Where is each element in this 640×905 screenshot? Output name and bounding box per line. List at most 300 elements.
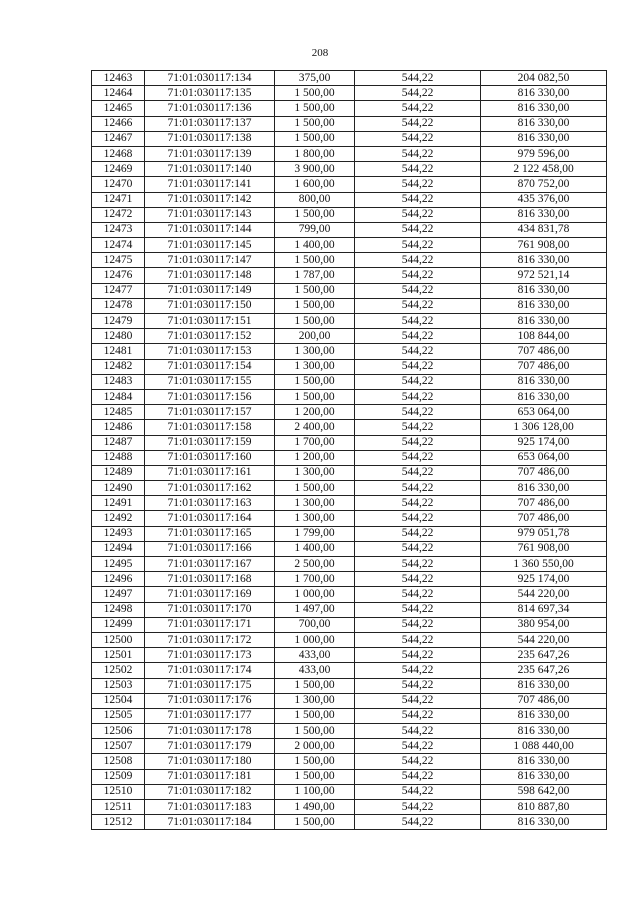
cadastral-number-cell: 71:01:030117:158 [145,420,275,435]
cadastral-number-cell: 71:01:030117:182 [145,784,275,799]
unit-value-cell: 544,22 [355,116,481,131]
cadastral-number-cell: 71:01:030117:139 [145,146,275,161]
row-number-cell: 12463 [92,71,145,86]
area-cell: 433,00 [275,663,355,678]
table-row [92,344,607,359]
cadastral-value-cell: 707 486,00 [481,496,607,511]
row-number-cell: 12472 [92,207,145,222]
cadastral-value-cell: 653 064,00 [481,450,607,465]
area-cell: 1 490,00 [275,800,355,815]
cadastral-number-cell: 71:01:030117:176 [145,693,275,708]
unit-value-cell: 544,22 [355,708,481,723]
area-cell: 1 200,00 [275,405,355,420]
table-row [92,481,607,496]
row-number-cell: 12506 [92,724,145,739]
unit-value-cell: 544,22 [355,405,481,420]
area-cell: 1 497,00 [275,602,355,617]
table-row [92,511,607,526]
cadastral-value-cell: 816 330,00 [481,724,607,739]
area-cell: 1 500,00 [275,815,355,830]
unit-value-cell: 544,22 [355,511,481,526]
table-row [92,420,607,435]
row-number-cell: 12498 [92,602,145,617]
cadastral-number-cell: 71:01:030117:164 [145,511,275,526]
cadastral-value-cell: 816 330,00 [481,708,607,723]
row-number-cell: 12497 [92,587,145,602]
area-cell: 1 500,00 [275,86,355,101]
area-cell: 1 500,00 [275,481,355,496]
table-row [92,405,607,420]
row-number-cell: 12483 [92,374,145,389]
row-number-cell: 12489 [92,465,145,480]
unit-value-cell: 544,22 [355,298,481,313]
table-row [92,587,607,602]
area-cell: 1 500,00 [275,769,355,784]
area-cell: 1 700,00 [275,572,355,587]
cadastral-number-cell: 71:01:030117:167 [145,557,275,572]
cadastral-value-cell: 814 697,34 [481,602,607,617]
table-row [92,769,607,784]
table-row [92,101,607,116]
cadastral-number-cell: 71:01:030117:162 [145,481,275,496]
table-row [92,754,607,769]
cadastral-number-cell: 71:01:030117:138 [145,131,275,146]
cadastral-number-cell: 71:01:030117:178 [145,724,275,739]
unit-value-cell: 544,22 [355,162,481,177]
table-row [92,678,607,693]
cadastral-value-cell: 235 647,26 [481,663,607,678]
cadastral-value-cell: 2 122 458,00 [481,162,607,177]
table-body [92,71,607,830]
row-number-cell: 12467 [92,131,145,146]
unit-value-cell: 544,22 [355,344,481,359]
row-number-cell: 12502 [92,663,145,678]
unit-value-cell: 544,22 [355,724,481,739]
table-row [92,222,607,237]
table-row [92,815,607,830]
area-cell: 1 600,00 [275,177,355,192]
cadastral-number-cell: 71:01:030117:154 [145,359,275,374]
row-number-cell: 12486 [92,420,145,435]
cadastral-value-cell: 816 330,00 [481,131,607,146]
cadastral-value-cell: 816 330,00 [481,86,607,101]
cadastral-value-cell: 707 486,00 [481,359,607,374]
area-cell: 1 500,00 [275,207,355,222]
area-cell: 1 500,00 [275,678,355,693]
table-row [92,708,607,723]
cadastral-number-cell: 71:01:030117:136 [145,101,275,116]
table-row [92,329,607,344]
cadastral-value-table [91,70,607,830]
unit-value-cell: 544,22 [355,769,481,784]
row-number-cell: 12484 [92,389,145,404]
area-cell: 700,00 [275,617,355,632]
row-number-cell: 12488 [92,450,145,465]
unit-value-cell: 544,22 [355,572,481,587]
table-row [92,663,607,678]
cadastral-value-cell: 204 082,50 [481,71,607,86]
row-number-cell: 12480 [92,329,145,344]
cadastral-number-cell: 71:01:030117:163 [145,496,275,511]
table-row [92,298,607,313]
area-cell: 1 500,00 [275,298,355,313]
table-row [92,617,607,632]
cadastral-value-cell: 761 908,00 [481,238,607,253]
area-cell: 1 500,00 [275,374,355,389]
unit-value-cell: 544,22 [355,435,481,450]
row-number-cell: 12479 [92,314,145,329]
unit-value-cell: 544,22 [355,632,481,647]
unit-value-cell: 544,22 [355,253,481,268]
area-cell: 2 000,00 [275,739,355,754]
area-cell: 800,00 [275,192,355,207]
unit-value-cell: 544,22 [355,678,481,693]
unit-value-cell: 544,22 [355,86,481,101]
cadastral-value-cell: 434 831,78 [481,222,607,237]
unit-value-cell: 544,22 [355,450,481,465]
cadastral-value-cell: 707 486,00 [481,511,607,526]
row-number-cell: 12511 [92,800,145,815]
cadastral-number-cell: 71:01:030117:135 [145,86,275,101]
table-row [92,374,607,389]
unit-value-cell: 544,22 [355,314,481,329]
cadastral-number-cell: 71:01:030117:141 [145,177,275,192]
unit-value-cell: 544,22 [355,496,481,511]
row-number-cell: 12490 [92,481,145,496]
cadastral-value-cell: 816 330,00 [481,298,607,313]
area-cell: 1 500,00 [275,708,355,723]
cadastral-value-cell: 816 330,00 [481,754,607,769]
cadastral-value-cell: 816 330,00 [481,769,607,784]
cadastral-number-cell: 71:01:030117:181 [145,769,275,784]
cadastral-value-cell: 380 954,00 [481,617,607,632]
cadastral-number-cell: 71:01:030117:184 [145,815,275,830]
cadastral-value-cell: 816 330,00 [481,815,607,830]
table-row [92,131,607,146]
unit-value-cell: 544,22 [355,389,481,404]
cadastral-value-cell: 1 360 550,00 [481,557,607,572]
cadastral-number-cell: 71:01:030117:145 [145,238,275,253]
unit-value-cell: 544,22 [355,526,481,541]
row-number-cell: 12464 [92,86,145,101]
table-row [92,359,607,374]
row-number-cell: 12496 [92,572,145,587]
cadastral-number-cell: 71:01:030117:173 [145,648,275,663]
area-cell: 1 400,00 [275,238,355,253]
area-cell: 1 799,00 [275,526,355,541]
row-number-cell: 12509 [92,769,145,784]
cadastral-number-cell: 71:01:030117:174 [145,663,275,678]
area-cell: 375,00 [275,71,355,86]
row-number-cell: 12466 [92,116,145,131]
row-number-cell: 12476 [92,268,145,283]
unit-value-cell: 544,22 [355,374,481,389]
cadastral-number-cell: 71:01:030117:144 [145,222,275,237]
unit-value-cell: 544,22 [355,602,481,617]
unit-value-cell: 544,22 [355,420,481,435]
unit-value-cell: 544,22 [355,754,481,769]
cadastral-value-cell: 979 051,78 [481,526,607,541]
cadastral-number-cell: 71:01:030117:175 [145,678,275,693]
row-number-cell: 12478 [92,298,145,313]
cadastral-number-cell: 71:01:030117:165 [145,526,275,541]
table-row [92,71,607,86]
cadastral-value-cell: 707 486,00 [481,344,607,359]
unit-value-cell: 544,22 [355,648,481,663]
table-row [92,86,607,101]
cadastral-number-cell: 71:01:030117:143 [145,207,275,222]
cadastral-number-cell: 71:01:030117:149 [145,283,275,298]
unit-value-cell: 544,22 [355,222,481,237]
unit-value-cell: 544,22 [355,207,481,222]
cadastral-value-cell: 816 330,00 [481,283,607,298]
cadastral-value-cell: 816 330,00 [481,314,607,329]
table-row [92,693,607,708]
cadastral-value-cell: 816 330,00 [481,207,607,222]
cadastral-number-cell: 71:01:030117:151 [145,314,275,329]
area-cell: 1 300,00 [275,511,355,526]
area-cell: 433,00 [275,648,355,663]
cadastral-number-cell: 71:01:030117:180 [145,754,275,769]
row-number-cell: 12485 [92,405,145,420]
row-number-cell: 12481 [92,344,145,359]
cadastral-number-cell: 71:01:030117:157 [145,405,275,420]
cadastral-value-cell: 925 174,00 [481,572,607,587]
unit-value-cell: 544,22 [355,71,481,86]
table-row [92,283,607,298]
row-number-cell: 12503 [92,678,145,693]
row-number-cell: 12474 [92,238,145,253]
table-row [92,739,607,754]
table-row [92,496,607,511]
area-cell: 2 400,00 [275,420,355,435]
cadastral-number-cell: 71:01:030117:161 [145,465,275,480]
area-cell: 1 100,00 [275,784,355,799]
table-row [92,177,607,192]
cadastral-value-cell: 598 642,00 [481,784,607,799]
row-number-cell: 12492 [92,511,145,526]
cadastral-value-cell: 979 596,00 [481,146,607,161]
row-number-cell: 12491 [92,496,145,511]
table-row [92,526,607,541]
row-number-cell: 12507 [92,739,145,754]
row-number-cell: 12501 [92,648,145,663]
cadastral-number-cell: 71:01:030117:169 [145,587,275,602]
area-cell: 1 000,00 [275,587,355,602]
unit-value-cell: 544,22 [355,131,481,146]
area-cell: 1 500,00 [275,724,355,739]
cadastral-value-cell: 810 887,80 [481,800,607,815]
table-row [92,207,607,222]
cadastral-number-cell: 71:01:030117:155 [145,374,275,389]
area-cell: 1 300,00 [275,359,355,374]
unit-value-cell: 544,22 [355,739,481,754]
area-cell: 1 400,00 [275,541,355,556]
row-number-cell: 12499 [92,617,145,632]
row-number-cell: 12468 [92,146,145,161]
table-row [92,116,607,131]
unit-value-cell: 544,22 [355,617,481,632]
table-row [92,724,607,739]
cadastral-value-cell: 816 330,00 [481,374,607,389]
row-number-cell: 12510 [92,784,145,799]
table-row [92,541,607,556]
cadastral-number-cell: 71:01:030117:152 [145,329,275,344]
cadastral-value-cell: 1 306 128,00 [481,420,607,435]
table-row [92,784,607,799]
area-cell: 1 300,00 [275,496,355,511]
cadastral-value-cell: 816 330,00 [481,389,607,404]
cadastral-value-cell: 816 330,00 [481,253,607,268]
unit-value-cell: 544,22 [355,663,481,678]
cadastral-number-cell: 71:01:030117:148 [145,268,275,283]
unit-value-cell: 544,22 [355,146,481,161]
row-number-cell: 12487 [92,435,145,450]
cadastral-number-cell: 71:01:030117:150 [145,298,275,313]
row-number-cell: 12495 [92,557,145,572]
cadastral-value-cell: 544 220,00 [481,587,607,602]
unit-value-cell: 544,22 [355,481,481,496]
table-row [92,557,607,572]
table-row [92,192,607,207]
area-cell: 1 000,00 [275,632,355,647]
table-row [92,435,607,450]
area-cell: 1 200,00 [275,450,355,465]
row-number-cell: 12500 [92,632,145,647]
unit-value-cell: 544,22 [355,541,481,556]
area-cell: 2 500,00 [275,557,355,572]
area-cell: 3 900,00 [275,162,355,177]
table-row [92,465,607,480]
area-cell: 1 800,00 [275,146,355,161]
cadastral-value-cell: 870 752,00 [481,177,607,192]
row-number-cell: 12505 [92,708,145,723]
cadastral-number-cell: 71:01:030117:159 [145,435,275,450]
area-cell: 1 500,00 [275,253,355,268]
area-cell: 1 787,00 [275,268,355,283]
row-number-cell: 12470 [92,177,145,192]
cadastral-value-cell: 816 330,00 [481,116,607,131]
cadastral-number-cell: 71:01:030117:142 [145,192,275,207]
cadastral-number-cell: 71:01:030117:177 [145,708,275,723]
page-number: 208 [311,47,329,59]
unit-value-cell: 544,22 [355,192,481,207]
table-row [92,146,607,161]
area-cell: 1 500,00 [275,283,355,298]
unit-value-cell: 544,22 [355,587,481,602]
cadastral-number-cell: 71:01:030117:179 [145,739,275,754]
area-cell: 1 500,00 [275,131,355,146]
unit-value-cell: 544,22 [355,557,481,572]
cadastral-number-cell: 71:01:030117:171 [145,617,275,632]
row-number-cell: 12469 [92,162,145,177]
cadastral-value-cell: 435 376,00 [481,192,607,207]
cadastral-value-cell: 544 220,00 [481,632,607,647]
unit-value-cell: 544,22 [355,800,481,815]
cadastral-value-cell: 1 088 440,00 [481,739,607,754]
area-cell: 1 500,00 [275,754,355,769]
table-row [92,450,607,465]
row-number-cell: 12493 [92,526,145,541]
table-row [92,253,607,268]
cadastral-number-cell: 71:01:030117:170 [145,602,275,617]
unit-value-cell: 544,22 [355,693,481,708]
cadastral-value-cell: 707 486,00 [481,465,607,480]
table-row [92,389,607,404]
row-number-cell: 12512 [92,815,145,830]
table-row [92,648,607,663]
area-cell: 1 300,00 [275,465,355,480]
unit-value-cell: 544,22 [355,359,481,374]
area-cell: 799,00 [275,222,355,237]
unit-value-cell: 544,22 [355,177,481,192]
row-number-cell: 12482 [92,359,145,374]
cadastral-value-cell: 653 064,00 [481,405,607,420]
cadastral-value-cell: 761 908,00 [481,541,607,556]
row-number-cell: 12471 [92,192,145,207]
cadastral-value-cell: 707 486,00 [481,693,607,708]
table-row [92,162,607,177]
cadastral-number-cell: 71:01:030117:172 [145,632,275,647]
cadastral-number-cell: 71:01:030117:166 [145,541,275,556]
cadastral-number-cell: 71:01:030117:160 [145,450,275,465]
area-cell: 1 700,00 [275,435,355,450]
area-cell: 1 500,00 [275,314,355,329]
table-row [92,238,607,253]
unit-value-cell: 544,22 [355,784,481,799]
cadastral-number-cell: 71:01:030117:183 [145,800,275,815]
unit-value-cell: 544,22 [355,329,481,344]
area-cell: 1 300,00 [275,693,355,708]
row-number-cell: 12504 [92,693,145,708]
row-number-cell: 12494 [92,541,145,556]
table-row [92,314,607,329]
area-cell: 200,00 [275,329,355,344]
table-row [92,632,607,647]
cadastral-value-cell: 816 330,00 [481,678,607,693]
cadastral-value-cell: 816 330,00 [481,481,607,496]
area-cell: 1 500,00 [275,389,355,404]
table-row [92,800,607,815]
table-row [92,572,607,587]
cadastral-number-cell: 71:01:030117:134 [145,71,275,86]
cadastral-number-cell: 71:01:030117:147 [145,253,275,268]
row-number-cell: 12477 [92,283,145,298]
cadastral-number-cell: 71:01:030117:137 [145,116,275,131]
area-cell: 1 500,00 [275,116,355,131]
row-number-cell: 12465 [92,101,145,116]
row-number-cell: 12508 [92,754,145,769]
cadastral-number-cell: 71:01:030117:168 [145,572,275,587]
cadastral-number-cell: 71:01:030117:156 [145,389,275,404]
cadastral-value-cell: 925 174,00 [481,435,607,450]
cadastral-value-cell: 972 521,14 [481,268,607,283]
row-number-cell: 12473 [92,222,145,237]
area-cell: 1 500,00 [275,101,355,116]
area-cell: 1 300,00 [275,344,355,359]
unit-value-cell: 544,22 [355,283,481,298]
cadastral-number-cell: 71:01:030117:153 [145,344,275,359]
cadastral-value-cell: 235 647,26 [481,648,607,663]
table-row [92,268,607,283]
unit-value-cell: 544,22 [355,101,481,116]
table-row [92,602,607,617]
cadastral-number-cell: 71:01:030117:140 [145,162,275,177]
cadastral-value-cell: 108 844,00 [481,329,607,344]
unit-value-cell: 544,22 [355,465,481,480]
unit-value-cell: 544,22 [355,238,481,253]
row-number-cell: 12475 [92,253,145,268]
